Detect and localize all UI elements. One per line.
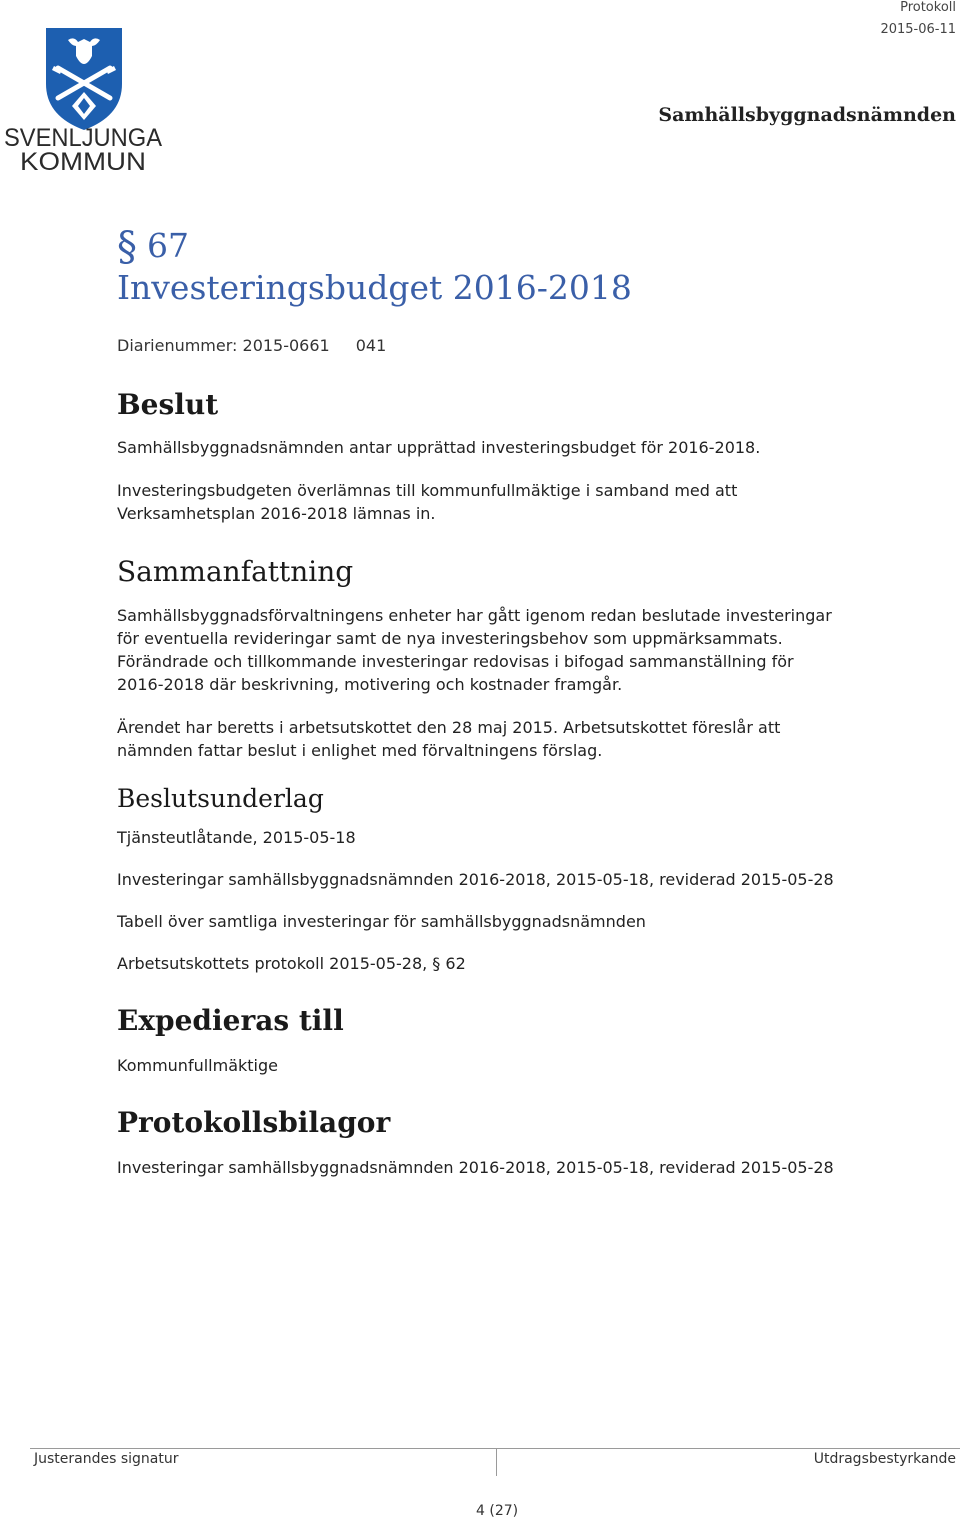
- diarie-code: 041: [355, 336, 387, 355]
- coat-of-arms-icon: [4, 24, 164, 174]
- footer-separator: [496, 1449, 497, 1476]
- logo-text-line1: SVENLJUNGA: [4, 124, 163, 152]
- section-number-value: 67: [147, 226, 189, 265]
- underlag-item: Tjänsteutlåtande, 2015-05-18: [117, 828, 356, 847]
- sammanfattning-line-6: nämnden fattar beslut i enlighet med förvaltningens förslag.: [117, 741, 603, 760]
- logo-text-line2: KOMMUN: [20, 148, 146, 174]
- municipality-logo: [4, 24, 164, 174]
- heading-sammanfattning: Sammanfattning: [117, 555, 354, 588]
- sammanfattning-line-3: Förändrade och tillkommande investeringar redovisas i bifogad sammanställning för: [117, 652, 794, 671]
- sammanfattning-line-4: 2016-2018 där beskrivning, motivering och kostnader framgår.: [117, 675, 623, 694]
- beslut-paragraph-1: Samhällsbyggnadsnämnden antar upprättad investeringsbudget för 2016-2018.: [117, 438, 761, 457]
- heading-expedieras-till: Expedieras till: [117, 1004, 344, 1037]
- diarie-number: [117, 336, 386, 355]
- bilaga-item: Investeringar samhällsbyggnadsnämnden 2016-2018, 2015-05-18, reviderad 2015-05-28: [117, 1158, 834, 1177]
- sammanfattning-line-1: Samhällsbyggnadsförvaltningens enheter har gått igenom redan beslutade investeringar: [117, 606, 832, 625]
- beslut-paragraph-2-line-1: Investeringsbudgeten överlämnas till kommunfullmäktige i samband med att: [117, 481, 738, 500]
- paragraph-sign: §: [117, 224, 137, 270]
- heading-beslutsunderlag: Beslutsunderlag: [117, 784, 324, 813]
- justerandes-signatur-label: Justerandes signatur: [34, 1451, 179, 1467]
- utdragsbestyrkande-label: Utdragsbestyrkande: [813, 1451, 956, 1467]
- sammanfattning-line-2: för eventuella revideringar samt de nya investeringsbehov som uppmärksammats.: [117, 629, 783, 648]
- document-date: 2015-06-11: [880, 22, 956, 37]
- committee-name: Samhällsbyggnadsnämnden: [658, 104, 956, 126]
- footer-divider: [30, 1448, 960, 1449]
- beslut-paragraph-2-line-2: Verksamhetsplan 2016-2018 lämnas in.: [117, 504, 436, 523]
- underlag-item: Arbetsutskottets protokoll 2015-05-28, § 62: [117, 954, 466, 973]
- document-type: Protokoll: [900, 0, 956, 15]
- section-number: [117, 224, 189, 270]
- sammanfattning-line-5: Ärendet har beretts i arbetsutskottet den 28 maj 2015. Arbetsutskottet föreslår att: [117, 718, 781, 737]
- diarie-label: Diarienummer: 2015-0661: [117, 336, 330, 355]
- page-number: 4 (27): [476, 1503, 519, 1519]
- section-title: Investeringsbudget 2016-2018: [117, 268, 632, 307]
- heading-beslut: Beslut: [117, 388, 219, 421]
- expedieras-item: Kommunfullmäktige: [117, 1056, 278, 1075]
- underlag-item: Tabell över samtliga investeringar för samhällsbyggnadsnämnden: [117, 912, 646, 931]
- heading-protokollsbilagor: Protokollsbilagor: [117, 1106, 391, 1139]
- underlag-item: Investeringar samhällsbyggnadsnämnden 2016-2018, 2015-05-18, reviderad 2015-05-28: [117, 870, 834, 889]
